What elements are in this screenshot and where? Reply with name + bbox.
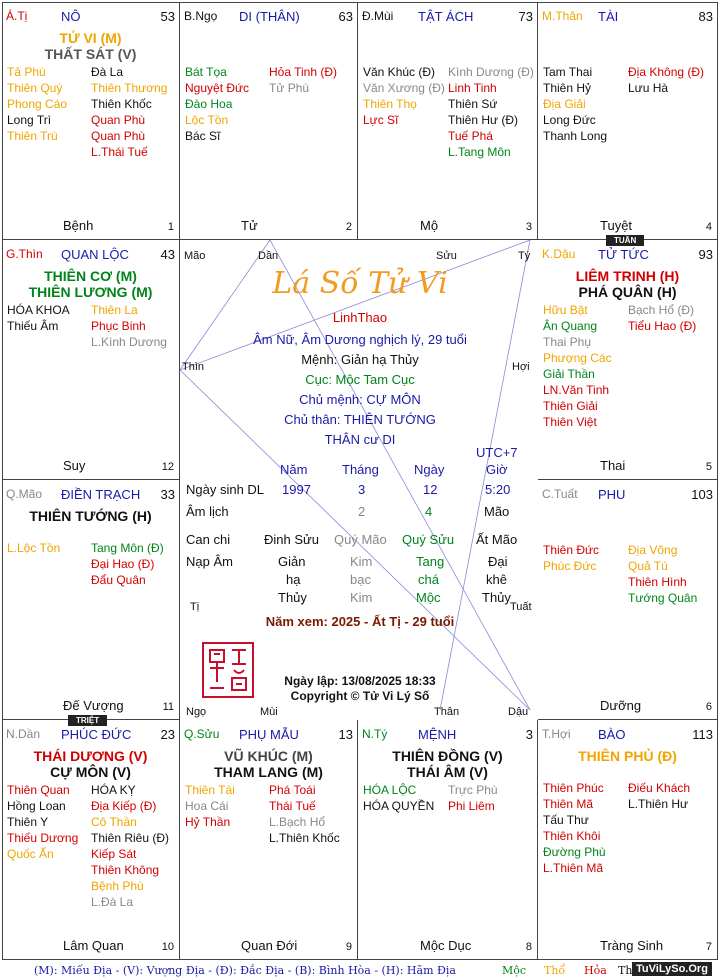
- main-star-1: VŨ KHÚC (M): [224, 748, 313, 764]
- minor-star: L.Lộc Tồn: [7, 541, 61, 555]
- main-star-2: PHÁ QUÂN (H): [578, 284, 677, 300]
- minor-star: Tả Phù: [7, 65, 46, 79]
- minor-star: Văn Khúc (Đ): [363, 65, 436, 79]
- na-thang-1: Kim: [350, 554, 373, 569]
- palace-tuat[interactable]: [538, 480, 718, 720]
- minor-star: Thiếu Âm: [7, 319, 59, 333]
- label-dan: Dần: [258, 250, 279, 262]
- palace-index: 12: [161, 461, 174, 473]
- minor-star: Đại Hao (Đ): [91, 557, 155, 571]
- dl-label: Ngày sinh DL: [186, 482, 265, 497]
- minor-star: Thiên Sứ: [448, 97, 498, 111]
- palace-name: TẬT ÁCH: [418, 9, 474, 24]
- palace-index: 5: [705, 461, 712, 473]
- right-star-list: [628, 64, 704, 96]
- palace-number: 53: [160, 9, 175, 24]
- life-stage: Bệnh: [63, 218, 94, 233]
- na-nam-3: Thủy: [278, 590, 307, 605]
- utc-label: UTC+7: [476, 445, 518, 460]
- palace-index: 10: [161, 941, 174, 953]
- nam-xem: Năm xem: 2025 - Ất Tị - 29 tuổi: [265, 614, 455, 629]
- minor-star: L.Tang Môn: [448, 145, 511, 159]
- palace-name: PHÚC ĐỨC: [61, 727, 132, 742]
- palace-name: PHU: [598, 487, 626, 502]
- dl-nam: 1997: [282, 482, 311, 497]
- right-star-list: [91, 540, 164, 588]
- minor-star: Phục Binh: [91, 319, 146, 333]
- minor-star: Long Trì: [7, 113, 52, 127]
- minor-star: Thiên La: [91, 303, 138, 317]
- minor-star: Thiên Giải: [543, 399, 598, 413]
- minor-star: Phượng Các: [543, 351, 612, 365]
- palace-index: 7: [705, 941, 712, 953]
- palace-branch: Đ.Mùi: [362, 9, 394, 23]
- minor-star: Thiên Tài: [185, 783, 235, 797]
- minor-star: L.Kình Dương: [91, 335, 167, 349]
- left-star-list: [7, 540, 60, 556]
- na-ngay-2: chá: [418, 572, 439, 587]
- minor-star: Thiên Đức: [543, 543, 600, 557]
- left-star-list: [185, 64, 249, 144]
- palace-name: NÔ: [61, 9, 81, 24]
- minor-star: Địa Võng: [628, 543, 678, 557]
- right-star-list: [269, 782, 340, 846]
- col-nam: Năm: [280, 462, 308, 477]
- minor-star: L.Thiên Mã: [543, 861, 604, 875]
- chu-than: Chủ thân: THIÊN TƯỚNG: [284, 412, 436, 427]
- life-stage: Đế Vượng: [63, 698, 124, 713]
- palace-number: 33: [160, 487, 175, 502]
- cuc-info: Cục: Mộc Tam Cục: [305, 372, 415, 387]
- palace-index: 1: [167, 221, 174, 233]
- life-stage: Tuyệt: [600, 218, 633, 233]
- dl-gio: 5:20: [485, 482, 511, 497]
- palace-name: TỬ TỨC: [598, 247, 649, 262]
- main-star-1: THIÊN PHỦ (Đ): [578, 748, 677, 764]
- palace-number: 63: [338, 9, 353, 24]
- cc-nam: Đinh Sửu: [264, 532, 319, 547]
- dl-ngay: 12: [423, 482, 438, 497]
- left-star-list: [543, 64, 607, 144]
- minor-star: Thiên Hình: [628, 575, 687, 589]
- al-label: Âm lịch: [186, 504, 229, 519]
- napam-label: Nạp Âm: [186, 554, 233, 569]
- col-thang: Tháng: [342, 462, 379, 477]
- right-star-list: [448, 64, 534, 160]
- label-hoi: Hợi: [512, 361, 530, 373]
- label-dau: Dậu: [508, 706, 529, 718]
- dl-thang: 3: [358, 482, 366, 497]
- label-mao: Mão: [184, 250, 206, 262]
- palace-number: 73: [518, 9, 533, 24]
- palace-branch: G.Thìn: [6, 247, 43, 261]
- triet-badge: TRIỆT: [68, 715, 107, 726]
- minor-star: Thiên Khôi: [543, 829, 601, 843]
- right-star-list: [91, 782, 169, 910]
- left-star-list: [7, 64, 67, 144]
- palace-branch: T.Hợi: [542, 727, 571, 741]
- na-thang-3: Kim: [350, 590, 373, 605]
- na-nam-2: hạ: [286, 572, 301, 587]
- palace-number: 103: [691, 487, 713, 502]
- minor-star: Bát Tọa: [185, 65, 227, 79]
- label-thin: Thìn: [182, 361, 205, 373]
- minor-star: L.Bạch Hổ: [269, 815, 326, 829]
- label-suu: Sửu: [436, 250, 457, 262]
- minor-star: Hoa Cái: [185, 799, 229, 813]
- minor-star: L.Thiên Khốc: [269, 831, 340, 845]
- cc-gio: Ất Mão: [476, 532, 518, 547]
- person-name: LinhThao: [332, 310, 388, 325]
- left-star-list: [543, 302, 612, 430]
- center-panel: [180, 240, 540, 720]
- cc-thang: Quý Mão: [334, 532, 387, 547]
- main-star-2: CỰ MÔN (V): [50, 764, 131, 780]
- minor-star: Thai Phụ: [543, 335, 592, 349]
- palace-dan[interactable]: [2, 720, 180, 960]
- palace-name: ĐIỀN TRẠCH: [61, 487, 141, 502]
- left-star-list: [543, 542, 599, 574]
- minor-star: Bác Sĩ: [185, 129, 221, 143]
- minor-star: Linh Tinh: [448, 81, 497, 95]
- minor-star: Thái Tuế: [269, 799, 316, 813]
- palace-branch: B.Ngọ: [184, 9, 218, 23]
- minor-star: Đà La: [91, 65, 124, 79]
- minor-star: Thiếu Dương: [7, 831, 79, 845]
- palace-ty-top[interactable]: [2, 2, 180, 240]
- minor-star: Hữu Bật: [543, 303, 588, 317]
- chart-title: Lá Số Tử Vi: [272, 266, 448, 301]
- gender-info: Âm Nữ, Âm Dương nghịch lý, 29 tuổi: [253, 332, 467, 347]
- palace-name: MỆNH: [418, 727, 457, 742]
- life-stage: Tử: [241, 218, 258, 233]
- right-star-list: [269, 64, 337, 96]
- minor-star: Tang Môn (Đ): [91, 541, 164, 555]
- palace-ngo[interactable]: [180, 2, 358, 240]
- palace-branch: Q.Mão: [6, 487, 43, 501]
- main-star-2: THẤT SÁT (V): [44, 46, 137, 62]
- minor-star: Thanh Long: [543, 129, 608, 143]
- minor-star: HÓA LỘC: [363, 783, 417, 797]
- palace-than-top[interactable]: [538, 2, 718, 240]
- palace-branch: Q.Sửu: [184, 727, 220, 741]
- minor-star: Thiên Thương: [91, 81, 168, 95]
- main-star-1: THIÊN TƯỚNG (H): [29, 508, 152, 524]
- main-star-1: THIÊN ĐỒNG (V): [392, 748, 503, 764]
- minor-star: Thiên Việt: [543, 415, 597, 429]
- palace-branch: K.Dậu: [542, 247, 576, 261]
- right-star-list: [628, 542, 697, 606]
- minor-star: Thiên Khốc: [91, 97, 152, 111]
- main-star-1: THIÊN CƠ (M): [44, 268, 137, 284]
- minor-star: HÓA QUYỀN: [363, 799, 435, 813]
- left-star-list: [363, 64, 445, 128]
- palace-index: 11: [162, 701, 174, 713]
- main-star-2: THIÊN LƯƠNG (M): [28, 284, 153, 300]
- palace-branch: M.Thân: [542, 9, 583, 23]
- palace-branch: N.Dần: [6, 727, 41, 741]
- palace-mui[interactable]: [358, 2, 538, 240]
- minor-star: Tuế Phá: [448, 129, 493, 143]
- na-gio-2: khê: [486, 572, 507, 587]
- palace-branch: N.Tý: [362, 727, 388, 741]
- main-star-1: LIÊM TRINH (H): [575, 268, 680, 284]
- life-stage: Quan Đới: [241, 938, 298, 953]
- tuan-badge: TUẦN: [606, 235, 644, 246]
- palace-number: 23: [160, 727, 175, 742]
- palace-index: 2: [345, 221, 352, 233]
- copyright: Copyright © Tử Vi Lý Số: [290, 689, 430, 703]
- label-ti: Tị: [190, 601, 200, 613]
- minor-star: Văn Xương (Đ): [363, 81, 445, 95]
- life-stage: Lâm Quan: [63, 938, 124, 953]
- minor-star: Đào Hoa: [185, 97, 233, 111]
- minor-star: Thiên Riêu (Đ): [91, 831, 170, 845]
- minor-star: Địa Kiếp (Đ): [91, 799, 157, 813]
- minor-star: Tiểu Hao (Đ): [628, 319, 697, 333]
- minor-star: Nguyệt Đức: [185, 81, 250, 95]
- minor-star: Ân Quang: [543, 319, 598, 333]
- minor-star: Kình Dương (Đ): [448, 65, 534, 79]
- canchi-label: Can chi: [186, 532, 231, 547]
- palace-number: 113: [692, 727, 713, 742]
- left-star-list: [7, 302, 70, 334]
- minor-star: Thiên Quan: [7, 783, 70, 797]
- legend-th: Th: [618, 964, 633, 977]
- minor-star: Đẩu Quân: [91, 573, 146, 587]
- main-star-1: THÁI DƯƠNG (V): [33, 748, 148, 764]
- minor-star: Lưu Hà: [628, 81, 669, 95]
- col-gio: Giờ: [486, 462, 508, 477]
- left-star-list: [363, 782, 434, 814]
- minor-star: Lộc Tồn: [185, 113, 229, 127]
- minor-star: Tấu Thư: [543, 813, 589, 827]
- minor-star: LN.Văn Tinh: [543, 383, 610, 397]
- na-ngay-1: Tang: [416, 554, 445, 569]
- main-star-2: THÁI ÂM (V): [407, 764, 488, 780]
- minor-star: Long Đức: [543, 113, 596, 127]
- minor-star: Điếu Khách: [628, 781, 691, 795]
- label-ngo: Ngọ: [186, 706, 207, 718]
- minor-star: Hồng Loan: [7, 799, 66, 813]
- palace-name: DI (THÂN): [239, 9, 300, 24]
- label-mui: Mùi: [260, 706, 278, 718]
- na-nam-1: Giản: [278, 554, 306, 569]
- minor-star: Bệnh Phù: [91, 879, 144, 893]
- life-stage: Mộc Dục: [420, 938, 472, 953]
- chu-menh: Chủ mệnh: CỰ MÔN: [299, 392, 421, 407]
- legend-moc: Mộc: [502, 964, 527, 977]
- site-logo[interactable]: TuViLySo.Org: [632, 962, 712, 976]
- minor-star: Thiên Mã: [543, 797, 594, 811]
- than-cu: THÂN cư DI: [324, 432, 396, 447]
- na-thang-2: bạc: [350, 572, 371, 587]
- label-than: Thân: [434, 706, 460, 718]
- minor-star: Thiên Phúc: [543, 781, 604, 795]
- palace-name: PHỤ MẪU: [239, 727, 299, 742]
- col-ngay: Ngày: [414, 462, 445, 477]
- legend-hoa: Hỏa: [584, 964, 607, 977]
- left-star-list: [7, 782, 78, 862]
- right-star-list: [448, 782, 498, 814]
- minor-star: Phong Cáo: [7, 97, 68, 111]
- minor-star: Giải Thần: [543, 367, 595, 381]
- right-star-list: [628, 302, 696, 334]
- palace-index: 9: [345, 941, 352, 953]
- palace-hoi[interactable]: [538, 720, 718, 960]
- minor-star: Địa Không (Đ): [628, 65, 705, 79]
- minor-star: Tử Phù: [269, 81, 310, 95]
- palace-number: 93: [698, 247, 713, 262]
- legend-bar: [0, 960, 720, 980]
- palace-index: 6: [705, 701, 712, 713]
- palace-dau[interactable]: [538, 240, 718, 480]
- palace-number: 13: [338, 727, 353, 742]
- life-stage: Tràng Sinh: [600, 938, 664, 953]
- palace-name: QUAN LỘC: [61, 247, 129, 262]
- minor-star: HÓA KỴ: [91, 783, 136, 797]
- life-stage: Suy: [63, 458, 86, 473]
- minor-star: Phá Toái: [269, 783, 316, 797]
- al-thang: 2: [358, 504, 366, 519]
- minor-star: Đường Phù: [543, 845, 606, 859]
- na-ngay-3: Mộc: [416, 590, 441, 605]
- minor-star: Quan Phù: [91, 129, 146, 143]
- palace-branch: C.Tuất: [542, 487, 578, 501]
- minor-star: Thiên Trù: [7, 129, 58, 143]
- life-stage: Mộ: [420, 218, 439, 233]
- palace-number: 83: [698, 9, 713, 24]
- minor-star: Hỏa Tinh (Đ): [269, 65, 338, 79]
- minor-star: Cô Thần: [91, 815, 137, 829]
- minor-star: Phúc Đức: [543, 559, 597, 573]
- minor-star: L.Thiên Hư: [628, 797, 689, 811]
- minor-star: Quốc Ấn: [7, 847, 54, 861]
- label-ty: Tý: [518, 250, 531, 262]
- al-gio: Mão: [484, 504, 510, 519]
- minor-star: Quan Phù: [91, 113, 146, 127]
- palace-index: 4: [705, 221, 712, 233]
- palace-number: 3: [525, 727, 533, 742]
- minor-star: Thiên Y: [7, 815, 49, 829]
- na-gio-1: Đại: [488, 554, 508, 569]
- na-gio-3: Thủy: [482, 590, 511, 605]
- al-ngay: 4: [425, 504, 433, 519]
- main-star-1: TỬ VI (M): [59, 30, 122, 46]
- life-stage: Dưỡng: [600, 698, 642, 713]
- minor-star: Thiên Hỷ: [543, 81, 592, 95]
- life-stage: Thai: [600, 458, 626, 473]
- minor-star: Kiếp Sát: [91, 847, 137, 861]
- minor-star: L.Thái Tuế: [91, 145, 148, 159]
- minor-star: Lực Sĩ: [363, 113, 399, 127]
- palace-thin[interactable]: [2, 240, 180, 480]
- minor-star: Thiên Hư (Đ): [448, 113, 519, 127]
- main-star-2: THAM LANG (M): [214, 764, 323, 780]
- minor-star: Địa Giải: [543, 97, 586, 111]
- label-tuat: Tuất: [510, 601, 532, 613]
- right-star-list: [628, 780, 690, 812]
- minor-star: HÓA KHOA: [7, 303, 70, 317]
- palace-branch: Á.Tị: [6, 9, 28, 23]
- minor-star: Trực Phù: [448, 783, 498, 797]
- palace-name: TÀI: [598, 9, 619, 24]
- legend-tho: Thổ: [544, 964, 566, 977]
- minor-star: Hỷ Thần: [185, 815, 231, 829]
- right-star-list: [91, 302, 167, 350]
- palace-index: 3: [525, 221, 532, 233]
- palace-mao[interactable]: [2, 480, 180, 720]
- left-star-list: [185, 782, 235, 830]
- legend-text: (M): Miếu Địa - (V): Vượng Địa - (Đ): Đắc Địa - (B): Bình Hòa - (H): Hãm Địa: [34, 964, 456, 977]
- minor-star: Thiên Không: [91, 863, 160, 877]
- minor-star: Phi Liêm: [448, 799, 495, 813]
- minor-star: Thiên Quý: [7, 81, 63, 95]
- minor-star: Quả Tú: [628, 559, 668, 573]
- ngay-lap: Ngày lập: 13/08/2025 18:33: [284, 674, 436, 688]
- cc-ngay: Quý Sửu: [402, 532, 455, 547]
- menh-info: Mệnh: Giản hạ Thủy: [301, 352, 419, 367]
- palace-ty-bot[interactable]: [358, 720, 538, 960]
- minor-star: Bạch Hổ (Đ): [628, 303, 695, 317]
- right-star-list: [91, 64, 167, 160]
- minor-star: L.Đà La: [91, 895, 134, 909]
- palace-name: BÀO: [598, 727, 626, 742]
- left-star-list: [543, 780, 606, 876]
- minor-star: Thiên Thọ: [363, 97, 417, 111]
- minor-star: Tam Thai: [543, 65, 593, 79]
- minor-star: Tướng Quân: [628, 591, 698, 605]
- palace-index: 8: [525, 941, 532, 953]
- palace-number: 43: [160, 247, 175, 262]
- palace-suu[interactable]: [180, 720, 358, 960]
